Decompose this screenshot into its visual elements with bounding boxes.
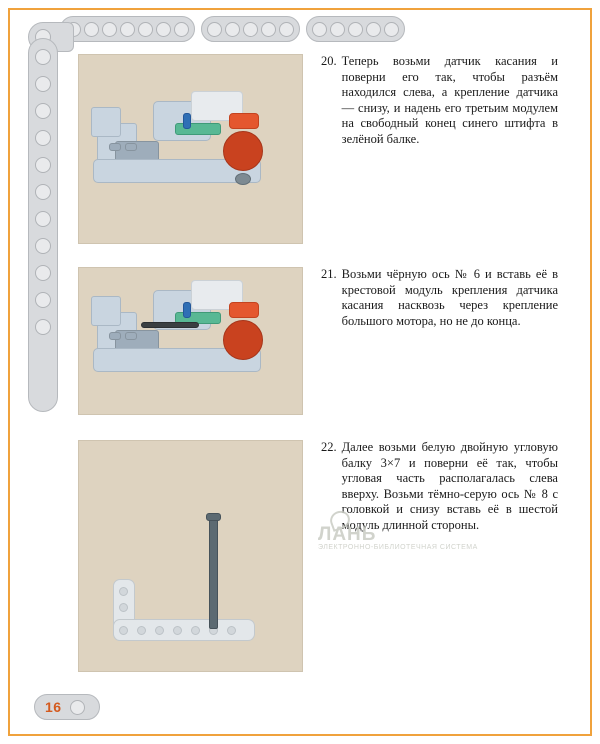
- technic-hole-icon: [312, 22, 327, 37]
- technic-hole-icon: [330, 22, 345, 37]
- lego-part: [91, 296, 121, 326]
- watermark-subtitle: ЭЛЕКТРОННО-БИБЛИОТЕЧНАЯ СИСТЕМА: [318, 544, 478, 551]
- lego-red-wheel: [223, 131, 263, 171]
- decorative-left-beam: [28, 22, 58, 412]
- technic-hole-icon: [35, 292, 51, 308]
- technic-hole-icon: [35, 103, 51, 119]
- lego-blue-pin: [183, 302, 191, 318]
- technic-hole-icon: [35, 238, 51, 254]
- technic-hole-icon: [84, 22, 99, 37]
- technic-hole-icon: [155, 626, 164, 635]
- technic-hole-icon: [35, 157, 51, 173]
- technic-hole-icon: [102, 22, 117, 37]
- lego-part: [125, 332, 137, 340]
- technic-hole-icon: [35, 211, 51, 227]
- technic-hole-icon: [174, 22, 189, 37]
- technic-hole-icon: [70, 700, 85, 715]
- lego-red-wheel: [223, 320, 263, 360]
- technic-hole-icon: [227, 626, 236, 635]
- lego-green-beam: [175, 123, 221, 135]
- step-row: [78, 267, 558, 415]
- step-number: 20.: [321, 54, 337, 68]
- decorative-top-beam: [60, 16, 405, 42]
- page-number: 16: [45, 699, 62, 715]
- step-number: 21.: [321, 267, 337, 281]
- technic-hole-icon: [35, 184, 51, 200]
- step-text-col-20: [303, 54, 558, 147]
- page-number-plate: [34, 694, 100, 720]
- watermark-title: ЛАНЬ: [318, 524, 377, 545]
- step-photo-21: [78, 267, 303, 415]
- beam-segment: [60, 16, 195, 42]
- step-row: [78, 54, 558, 244]
- lego-part: [91, 107, 121, 137]
- lego-red-part: [229, 113, 259, 129]
- technic-hole-icon: [120, 22, 135, 37]
- technic-hole-icon: [348, 22, 363, 37]
- lego-red-part: [229, 302, 259, 318]
- technic-hole-icon: [156, 22, 171, 37]
- technic-hole-icon: [366, 22, 381, 37]
- technic-hole-icon: [225, 22, 240, 37]
- technic-hole-icon: [119, 626, 128, 635]
- step-description: Возьми чёрную ось № 6 и вставь её в крестовой модуль крепления датчика касания насквозь через крепление большого мотора, но не до конца.: [341, 267, 558, 328]
- technic-hole-icon: [119, 603, 128, 612]
- technic-hole-icon: [173, 626, 182, 635]
- beam-segment: [306, 16, 405, 42]
- technic-hole-icon: [35, 319, 51, 335]
- technic-hole-icon: [35, 76, 51, 92]
- lego-blue-pin: [183, 113, 191, 129]
- beam-segment: [201, 16, 300, 42]
- technic-hole-icon: [191, 626, 200, 635]
- technic-hole-icon: [138, 22, 153, 37]
- step-text-col-22: [303, 440, 558, 533]
- step-description: Далее возьми белую двойную угловую балку 3×7 и поверни её так, чтобы угловая часть располагалась слева вверху. Возьми тёмно-серую ось № 8 с головкой и снизу вставь её в шестой модуль длинной стороны.: [341, 440, 558, 532]
- lego-dark-grey-axle-8: [209, 517, 218, 629]
- technic-hole-icon: [35, 130, 51, 146]
- lego-axle-tip: [235, 173, 251, 185]
- step-photo-22: [78, 440, 303, 672]
- technic-hole-icon: [384, 22, 399, 37]
- step-text-col-21: [303, 267, 558, 329]
- technic-hole-icon: [279, 22, 294, 37]
- step-photo-20: [78, 54, 303, 244]
- technic-hole-icon: [119, 587, 128, 596]
- step-description: Теперь возьми датчик касания и поверни его так, чтобы разъём находился слева, а крепление датчика — снизу, и надень его третьим модулем на свободный конец синего штифта в зелёной балке.: [341, 54, 558, 146]
- beam-column: [28, 38, 58, 412]
- lego-axle-head: [206, 513, 221, 521]
- technic-hole-icon: [261, 22, 276, 37]
- technic-hole-icon: [137, 626, 146, 635]
- step-number: 22.: [321, 440, 337, 454]
- technic-hole-icon: [207, 22, 222, 37]
- lego-black-axle-6: [141, 322, 199, 328]
- technic-hole-icon: [243, 22, 258, 37]
- technic-hole-icon: [35, 265, 51, 281]
- step-row: [78, 440, 558, 672]
- technic-hole-icon: [35, 49, 51, 65]
- lego-part: [109, 143, 121, 151]
- lego-part: [109, 332, 121, 340]
- lego-part: [125, 143, 137, 151]
